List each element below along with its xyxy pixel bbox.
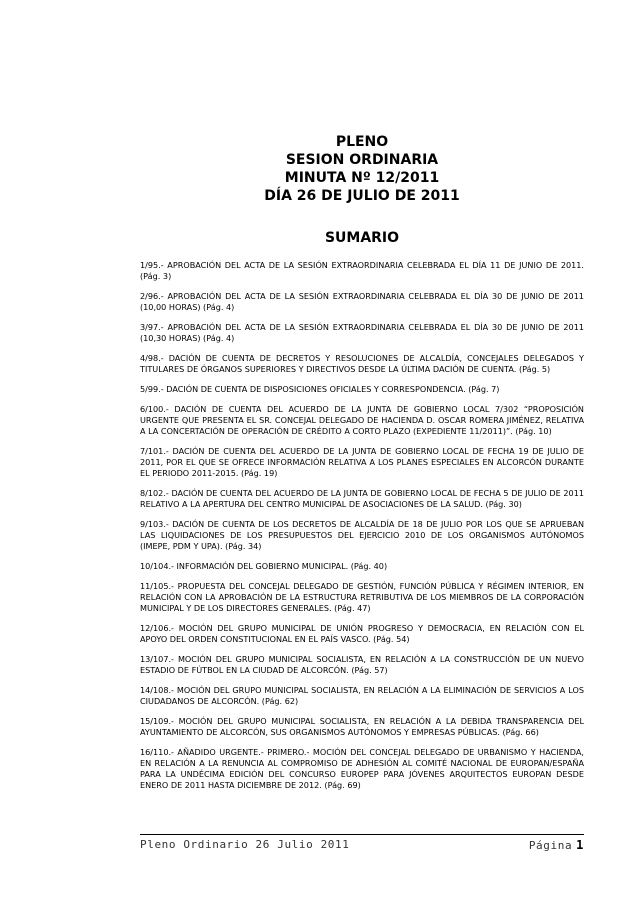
header-date: DÍA 26 DE JULIO DE 2011 [264,188,460,204]
summary-item: 14/108.- MOCIÓN DEL GRUPO MUNICIPAL SOCIALISTA, EN RELACIÓN A LA ELIMINACIÓN DE SERVICIOS A LOS CIUDADANOS DE ALCORCÓN. (Pág. 62) [140,685,584,706]
header-session-type: SESION ORDINARIA [285,152,439,168]
summary-item: 4/98.- DACIÓN DE CUENTA DE DECRETOS Y RESOLUCIONES DE ALCALDÍA, CONCEJALES DELEGADOS Y TITULARES DE ÓRGANOS SUPERIORES Y DIRECTIVOS DESDE LA ÚLTIMA DACIÓN DE CUENTA. (Pág. 5) [140,353,584,374]
summary-title: SUMARIO [324,230,400,246]
footer-page-number: 1 [576,838,584,852]
summary-item: 11/105.- PROPUESTA DEL CONCEJAL DELEGADO DE GESTIÓN, FUNCIÓN PÚBLICA Y RÉGIMEN INTERIOR, EN RELACIÓN CON LA APROBACIÓN DE LA ESTRUCTURA RETRIBUTIVA DE LOS MIEMBROS DE LA CORPORACIÓN MUNICIPAL Y DE LOS DIRECTORES GENERALES. (Pág. 47) [140,581,584,613]
summary-item: 13/107.- MOCIÓN DEL GRUPO MUNICIPAL SOCIALISTA, EN RELACIÓN A LA CONSTRUCCIÓN DE UN NUEVO ESTADIO DE FÚTBOL EN LA CIUDAD DE ALCORCÓN. (Pág. 57) [140,654,584,675]
summary-item: 3/97.- APROBACIÓN DEL ACTA DE LA SESIÓN EXTRAORDINARIA CELEBRADA EL DÍA 30 DE JUNIO DE 2011 (10,30 HORAS) (Pág. 4) [140,322,584,343]
footer-page-indicator [529,838,584,852]
summary-item: 7/101.- DACIÓN DE CUENTA DEL ACUERDO DE LA JUNTA DE GOBIERNO LOCAL DE FECHA 19 DE JULIO DE 2011, POR EL QUE SE OFRECE INFORMACIÓN RELATIVA A LOS PLANES ESPECIALES EN ALCORCÓN DURANTE EL PERIODO 2011-2015. (Pág. 19) [140,446,584,478]
footer-page-label: Página [528,839,573,852]
summary-item: 1/95.- APROBACIÓN DEL ACTA DE LA SESIÓN EXTRAORDINARIA CELEBRADA EL DÍA 11 DE JUNIO DE 2011. (Pág. 3) [140,260,584,281]
header-title: PLENO [335,134,389,150]
summary-item: 16/110.- AÑADIDO URGENTE.- PRIMERO.- MOCIÓN DEL CONCEJAL DELEGADO DE URBANISMO Y HACIENDA, EN RELACIÓN A LA RENUNCIA AL COMPROMISO DE ADHESIÓN AL COMITÉ NACIONAL DE EUROPAN/ESPAÑA PARA LA UNDÉCIMA EDICIÓN DEL CONCURSO EUROPEP PARA JÓVENES ARQUITECTOS EUROPAN DESDE ENERO DE 2011 HASTA DICIEMBRE DE 2012. (Pág. 69) [140,747,584,790]
summary-item: 10/104.- INFORMACIÓN DEL GOBIERNO MUNICIPAL. (Pág. 40) [140,561,388,571]
summary-item: 9/103.- DACIÓN DE CUENTA DE LOS DECRETOS DE ALCALDÍA DE 18 DE JULIO POR LOS QUE SE APRUEBAN LAS LIQUIDACIONES DE LOS PRESUPUESTOS DEL EJERCICIO 2010 DE LOS ORGANISMOS AUTÓNOMOS (IMEPE, PDM Y UPA). (Pág. 34) [140,519,584,551]
summary-item: 6/100.- DACIÓN DE CUENTA DEL ACUERDO DE LA JUNTA DE GOBIERNO LOCAL 7/302 “PROPOSICIÓN URGENTE QUE PRESENTA EL SR. CONCEJAL DELEGADO DE HACIENDA D. OSCAR ROMERA JIMÉNEZ, RELATIVA A LA CONCERTACIÓN DE OPERACIÓN DE CRÉDITO A CORTO PLAZO (EXPEDIENTE 11/2011)”. (Pág. 10) [140,404,584,436]
summary-item: 2/96.- APROBACIÓN DEL ACTA DE LA SESIÓN EXTRAORDINARIA CELEBRADA EL DÍA 30 DE JUNIO DE 2011 (10,00 HORAS) (Pág. 4) [140,291,584,312]
summary-item: 15/109.- MOCIÓN DEL GRUPO MUNICIPAL SOCIALISTA, EN RELACIÓN A LA DEBIDA TRANSPARENCIA DEL AYUNTAMIENTO DE ALCORCÓN, SUS ORGANISMOS AUTÓNOMOS Y EMPRESAS PÚBLICAS. (Pág. 66) [140,716,584,737]
summary-list [140,260,584,800]
header-minute-number: MINUTA Nº 12/2011 [284,170,440,186]
summary-item: 5/99.- DACIÓN DE CUENTA DE DISPOSICIONES OFICIALES Y CORRESPONDENCIA. (Pág. 7) [140,384,500,394]
document-header [140,133,584,205]
footer-divider [140,834,584,835]
summary-item: 8/102.- DACIÓN DE CUENTA DEL ACUERDO DE LA JUNTA DE GOBIERNO LOCAL DE FECHA 5 DE JULIO DE 2011 RELATIVO A LA APERTURA DEL CENTRO MUNICIPAL DE ASOCIACIONES DE LA SALUD. (Pág. 30) [140,488,584,509]
footer-document-label: Pleno Ordinario 26 Julio 2011 [140,838,350,851]
summary-item: 12/106.- MOCIÓN DEL GRUPO MUNICIPAL DE UNIÓN PROGRESO Y DEMOCRACIA, EN RELACIÓN CON EL APOYO DEL ORDEN CONSTITUCIONAL EN EL PAÍS VASCO. (Pág. 54) [140,623,584,644]
